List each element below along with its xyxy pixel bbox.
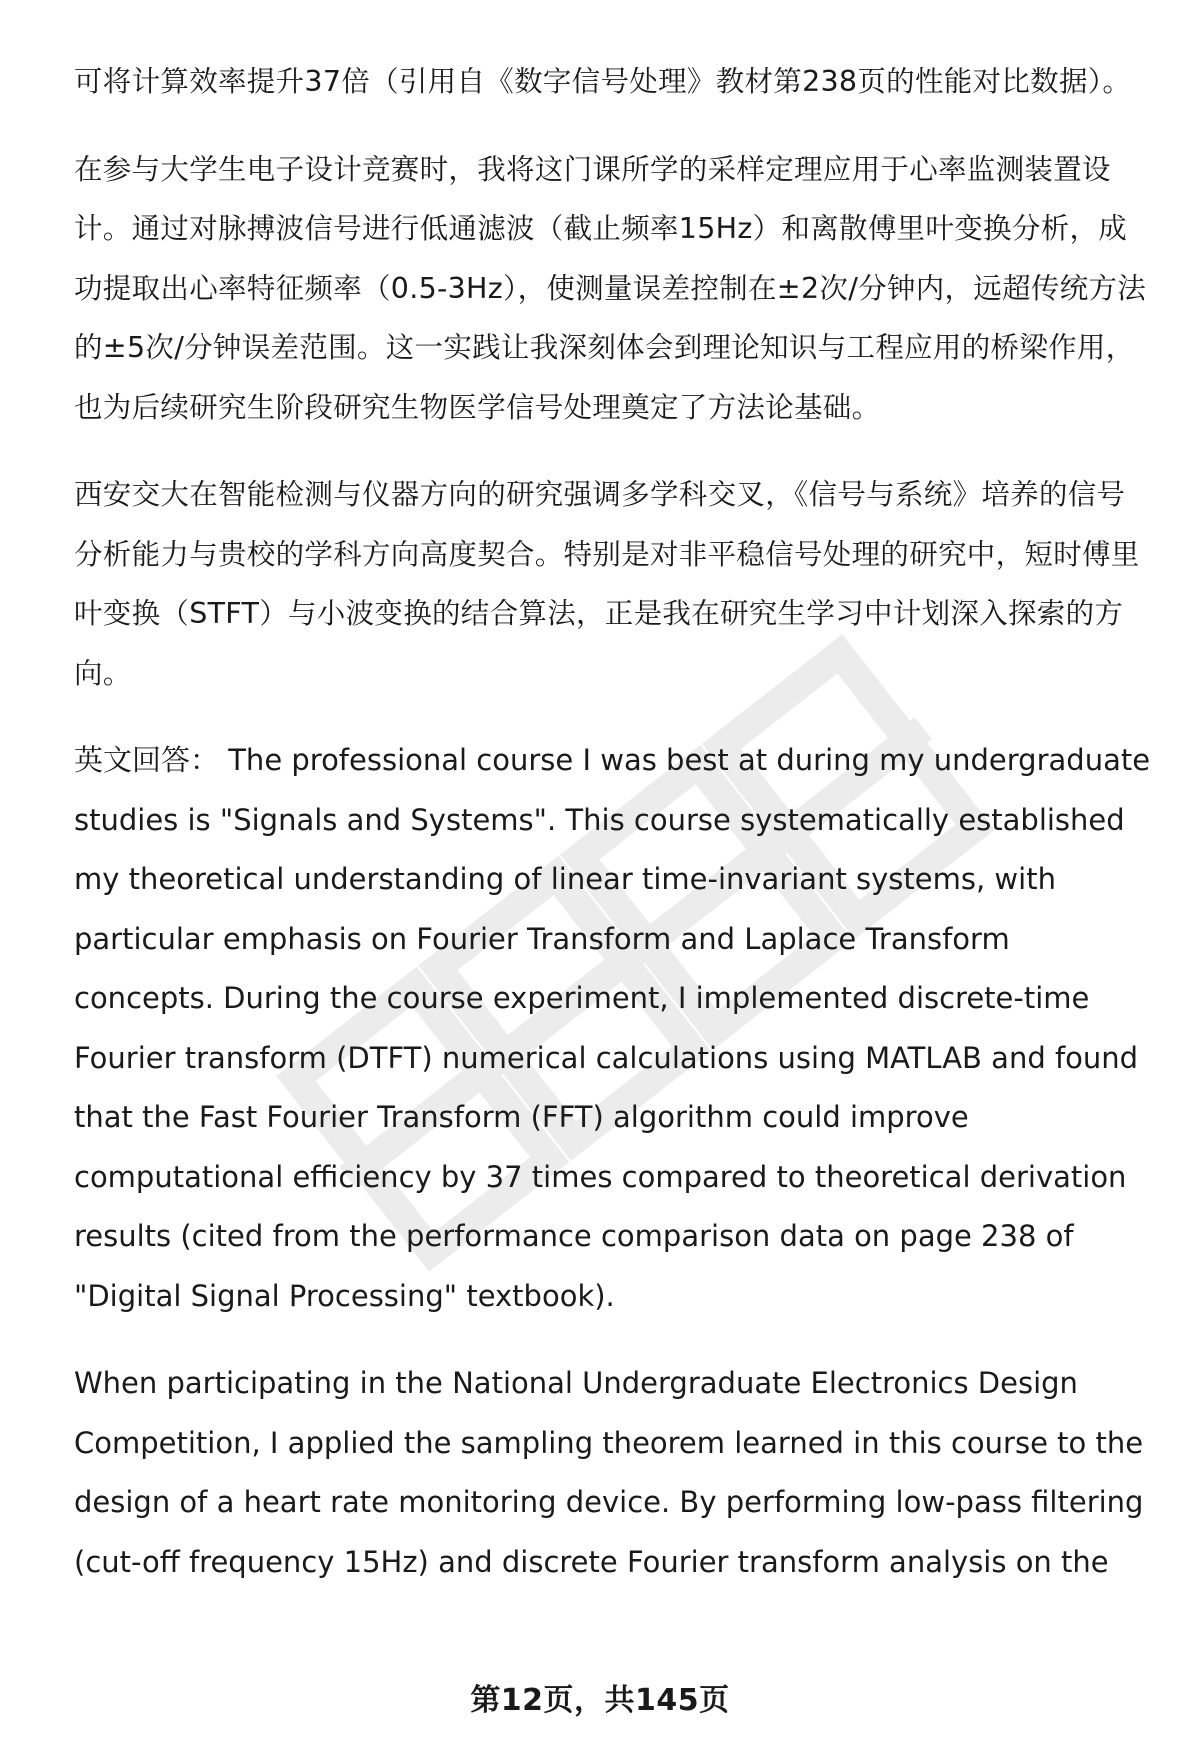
paragraph-en-1: 英文回答： The professional course I was best at during my undergraduate studies is "Signals and Systems". This course systematically established my theoretical understanding of linear time-invariant systems, with particular emphasis on Fourier Transform and Laplace Transform concepts. During the course experiment, I implemented discrete-time Fourier transform (DTFT) numerical calculations using MATLAB and found that the Fast Fourier Transform (FFT) algorithm could improve computational efficiency by 37 times compared to theoretical derivation results (cited from the performance comparison data on page 238 of "Digital Signal Processing" textbook). <box>74 743 1151 1313</box>
page-content <box>74 52 1154 1620</box>
paragraph-zh-1: 可将计算效率提升37倍（引用自《数字信号处理》教材第238页的性能对比数据）。 <box>74 65 1132 98</box>
paragraph-zh-3: 西安交大在智能检测与仪器方向的研究强调多学科交叉，《信号与系统》培养的信号分析能力与贵校的学科方向高度契合。特别是对非平稳信号处理的研究中，短时傅里叶变换（STFT）与小波变换的结合算法，正是我在研究生学习中计划深入探索的方向。 <box>74 478 1140 690</box>
page-number-footer: 第12页，共145页 <box>470 1683 730 1718</box>
paragraph-zh-2: 在参与大学生电子设计竞赛时，我将这门课所学的采样定理应用于心率监测装置设计。通过对脉搏波信号进行低通滤波（截止频率15Hz）和离散傅里叶变换分析，成功提取出心率特征频率（0.5-3Hz），使测量误差控制在±2次/分钟内，远超传统方法的±5次/分钟误差范围。这一实践让我深刻体会到理论知识与工程应用的桥梁作用，也为后续研究生阶段研究生物医学信号处理奠定了方法论基础。 <box>74 152 1147 424</box>
paragraph-en-2: When participating in the National Undergraduate Electronics Design Competition, I applied the sampling theorem learned in this course to the design of a heart rate monitoring device. By performing low-pass filtering (cut-off frequency 15Hz) and discrete Fourier transform analysis on the <box>74 1366 1144 1579</box>
